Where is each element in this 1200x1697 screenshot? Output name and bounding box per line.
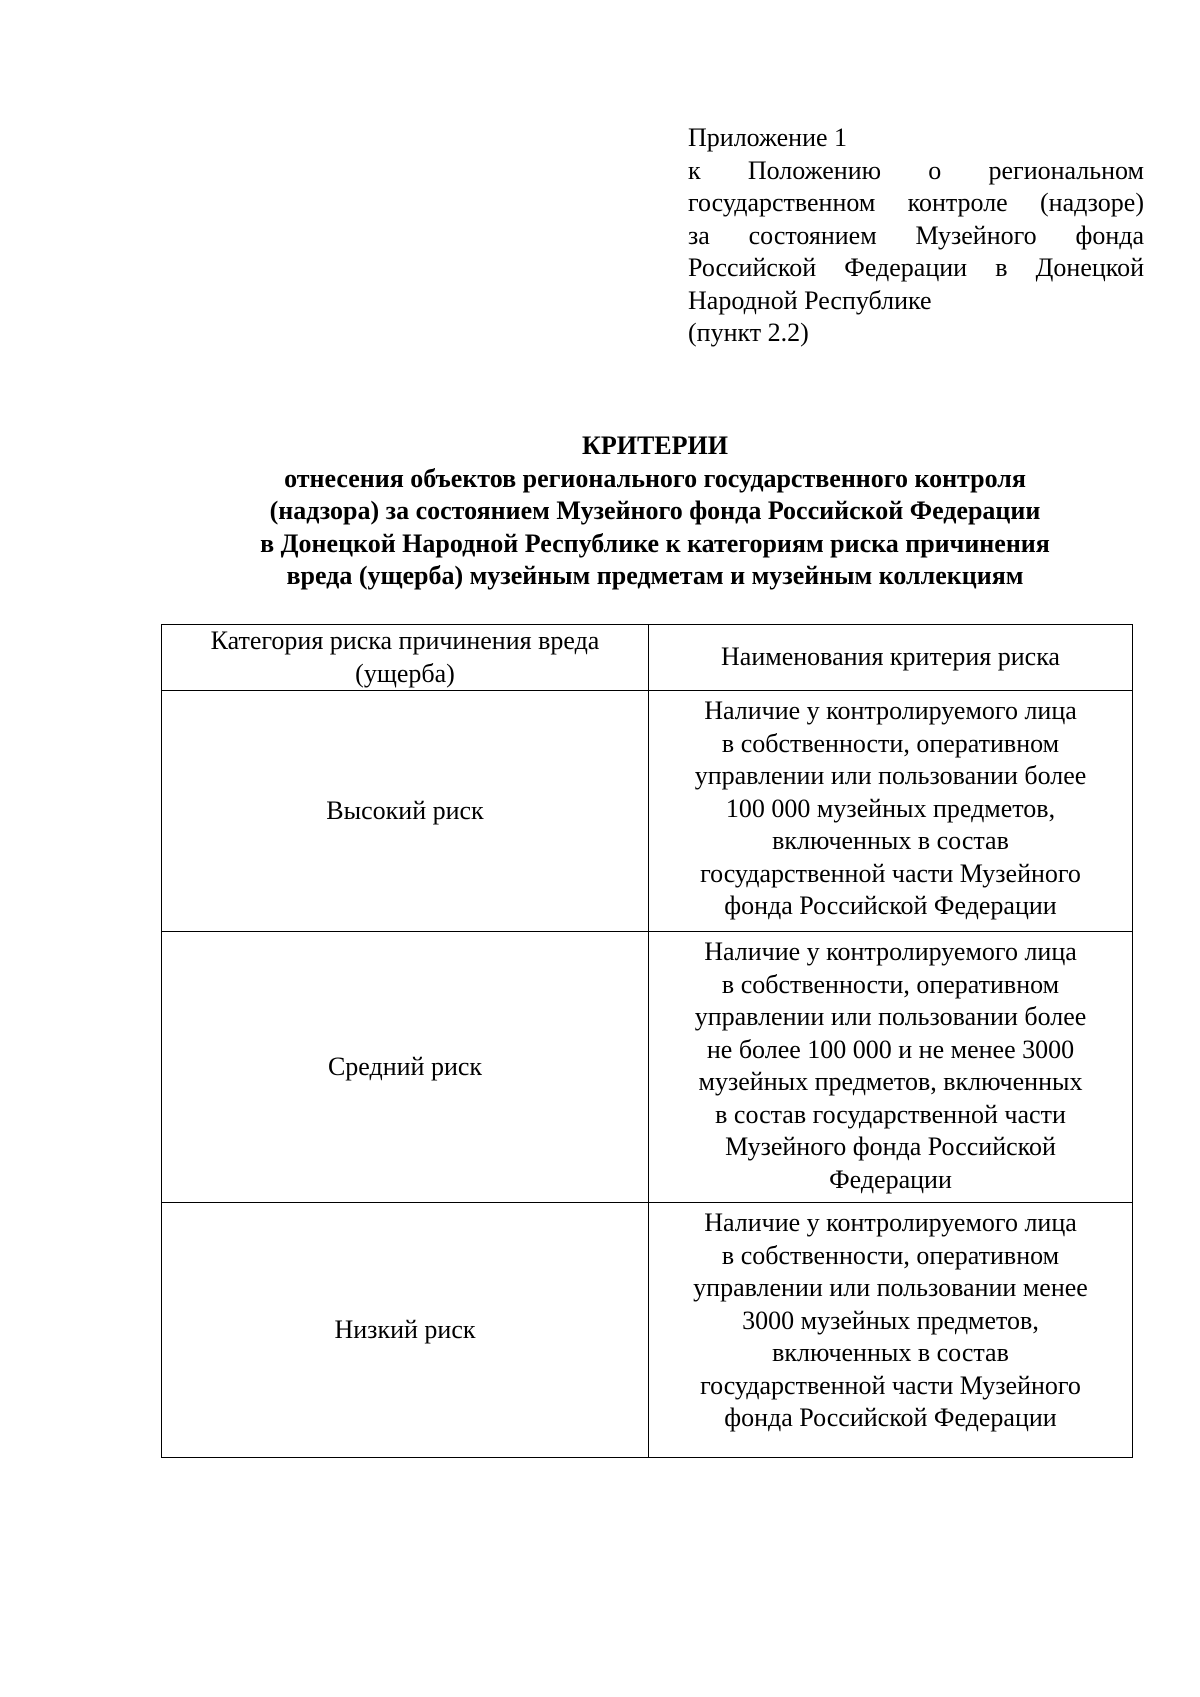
appendix-line: Приложение 1 <box>688 123 848 152</box>
appendix-line: Российской Федерации в Донецкой <box>688 253 1144 282</box>
criterion-line: в состав государственной части <box>715 1099 1066 1129</box>
criterion-line: в собственности, оперативном <box>721 728 1060 758</box>
title-line: (надзора) за состоянием Музейного фонда Российской Федерации <box>269 496 1041 525</box>
criterion-line: Наличие у контролируемого лица <box>704 1208 1077 1237</box>
criterion-line: управлении или пользовании менее <box>693 1273 1088 1302</box>
criterion-line: государственной части Музейного <box>700 1370 1081 1400</box>
criterion-line: 3000 музейных предметов, <box>742 1305 1039 1335</box>
criterion-line: Наличие у контролируемого лица <box>704 696 1077 725</box>
criterion-line: не более 100 000 и не менее 3000 <box>706 1034 1075 1064</box>
table-header-row <box>162 625 1133 691</box>
criterion-line: Музейного фонда Российской <box>725 1132 1056 1161</box>
title-line: отнесения объектов регионального государственного контроля <box>284 463 1026 493</box>
criterion-line: в собственности, оперативном <box>721 1240 1060 1270</box>
risk-criteria-table <box>161 624 1133 1458</box>
criterion-line: в собственности, оперативном <box>721 969 1060 999</box>
table-row <box>162 932 1133 1203</box>
risk-category-cell: Высокий риск <box>162 691 649 932</box>
appendix-note <box>688 122 1144 350</box>
header-criterion: Наименования критерия риска <box>649 625 1133 691</box>
risk-criterion-cell <box>649 1203 1133 1458</box>
appendix-line: за состоянием Музейного фонда <box>688 220 1144 250</box>
criterion-line: Федерации <box>829 1164 952 1194</box>
criterion-line: фонда Российской Федерации <box>724 891 1057 920</box>
appendix-line: к Положению о региональном <box>688 155 1144 185</box>
criterion-line: фонда Российской Федерации <box>724 1403 1057 1432</box>
criterion-line: государственной части Музейного <box>700 858 1081 888</box>
criterion-line: включенных в состав <box>772 826 1009 855</box>
criterion-line: Наличие у контролируемого лица <box>704 937 1077 966</box>
appendix-line: государственном контроле (надзоре) <box>688 188 1144 217</box>
document-title <box>150 430 1160 593</box>
appendix-line: (пункт 2.2) <box>688 318 809 347</box>
criterion-line: управлении или пользовании более <box>694 761 1087 790</box>
table-row <box>162 691 1133 932</box>
criterion-line: 100 000 музейных предметов, <box>725 793 1056 823</box>
risk-criterion-cell <box>649 932 1133 1203</box>
title-line: в Донецкой Народной Республике к категориям риска причинения <box>260 528 1050 558</box>
criterion-line: управлении или пользовании более <box>694 1002 1087 1031</box>
criterion-line: музейных предметов, включенных <box>698 1067 1083 1096</box>
risk-criterion-cell <box>649 691 1133 932</box>
risk-category-cell: Низкий риск <box>162 1203 649 1458</box>
risk-category-cell: Средний риск <box>162 932 649 1203</box>
criterion-line: включенных в состав <box>772 1338 1009 1367</box>
table-row <box>162 1203 1133 1458</box>
title-line: вреда (ущерба) музейным предметам и музейным коллекциям <box>286 561 1024 590</box>
header-category: Категория риска причинения вреда (ущерба) <box>162 625 649 691</box>
title-heading: КРИТЕРИИ <box>582 431 728 460</box>
appendix-line: Народной Республике <box>688 285 932 315</box>
